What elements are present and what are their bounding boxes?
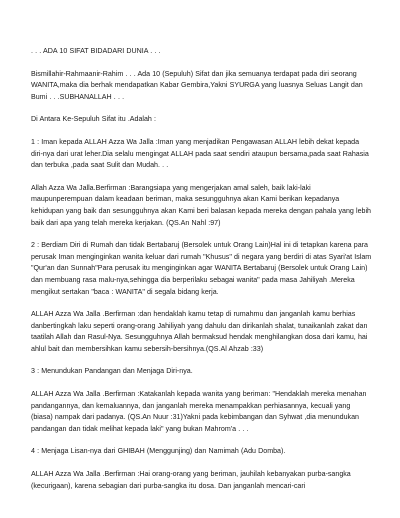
point-2-verse: ALLAH Azza Wa Jalla .Berfirman :dan hendaklah kamu tetap di rumahmu dan janganlah kamu berhias danbertingkah laku seperti orang-orang Jahiliyah yang dahulu dan dirikanlah shalat, tunaikanlah zakat dan taatilah Allah dan Rasul-Nya. Sesungguhnya Allah bermaksud hendak menghilangkan dosa dari kamu, hai ahlul bait dan membersihkan kamu sebersih-bersihnya.(QS.Al Ahzab :33) (31, 310, 368, 353)
document-title: . . . ADA 10 SIFAT BIDADARI DUNIA . . . (31, 47, 161, 55)
point-4-heading: 4 : Menjaga Lisan-nya dari GHIBAH (Menggunjing) dan Namimah (Adu Domba). (31, 447, 286, 456)
point-3-verse: ALLAH Azza Wa Jalla .Berfirman :Katakanlah kepada wanita yang beriman: "Hendaklah mereka menahan pandangannya, dan kemaluannya, dan janganlah mereka menampakkan perhiasannya, kecuali yang (biasa) nampak dari padanya. (QS.An Nuur :31)Yakni pada kebimbangan dan Syhwat ,dia menundukan pandangan dan tidak melihat kepada laki" yang bukan Mahrom'a . . . (31, 390, 367, 433)
list-intro: Di Antara Ke-Sepuluh Sifat itu .Adalah : (31, 115, 157, 124)
point-3-heading: 3 : Menundukan Pandangan dan Menjaga Diri-nya. (31, 367, 193, 376)
intro-paragraph: Bismillahir-Rahmaanir-Rahim . . . Ada 10 (Sepuluh) Sifat dan jika semuanya terdapat pada diri seorang WANITA,maka dia berhak mendapatkan Kabar Gembira,Yakni SYURGA yang luasnya Seluas Langit dan Bumi . . .SUBHANALLAH . . . (31, 69, 363, 101)
point-1-verse: Allah Azza Wa Jalla.Berfirman :Barangsiapa yang mengerjakan amal saleh, baik laki-laki maupunperempuan dalam keadaan beriman, maka sesungguhnya akan Kami berikan kepadanya kehidupan yang baik dan sesungguhnya akan Kami beri balasan kepada mereka dengan pahala yang lebih baik dari apa yang telah mereka kerjakan. (QS.An Nahl :97) (31, 183, 372, 227)
point-1-heading: 1 : Iman kepada ALLAH Azza Wa Jalla :Iman yang menjadikan Pengawasan ALLAH lebih dekat kepada diri-nya dari urat leher.Dia selalu mengingat ALLAH pada saat sendiri ataupun bersama,pada saat Rahasia dan terbuka ,pada saat Sulit dan Mudah. . . (31, 137, 369, 170)
point-4-verse: ALLAH Azza Wa Jalla .Berfirman :Hai orang-orang yang beriman, jauhilah kebanyakan purba-sangka (kecurigaan), karena sebagian dari purba-sangka itu dosa. Dan janganlah mencari-cari (31, 470, 351, 490)
point-2-heading: 2 : Berdiam Diri di Rumah dan tidak Bertabaruj (Bersolek untuk Orang Lain)Hal ini di tetapkan karena para perusak Iman menginginkan wanita keluar dari rumah "Khusus" di negara yang berdiri di atas Syari'at Islam "Qur'an dan Sunnah"Para perusak itu menginginkan agar WANITA Bertabaruj (Bersolek untuk Orang Lain) dan membuang rasa malu-nya,sehingga dia berperilaku sebagai wanita" pada masa Jahiliyah .Mereka mengikut sertakan "baca : WANITA" di segala bidang kerja. (31, 241, 372, 296)
